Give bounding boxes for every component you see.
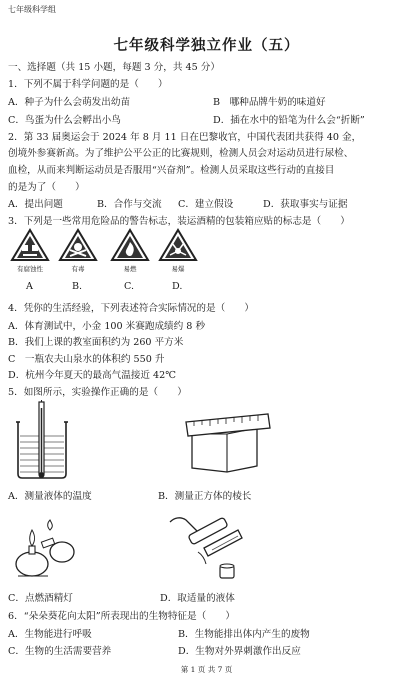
section-heading: 一、选择题（共 15 小题，每题 3 分，共 45 分） <box>8 62 220 73</box>
q1-option-b: B 哪种品牌牛奶的味道好 <box>213 97 326 108</box>
sign-label-toxic: 有毒 <box>71 265 85 273</box>
q4-stem: 4．凭你的生活经验，下列表述符合实际情况的是（ ） <box>8 303 254 314</box>
q5-option-b: B．测量正方体的棱长 <box>158 491 252 502</box>
q1-option-c: C．鸟蛋为什么会孵出小鸟 <box>8 115 121 126</box>
q6-option-c: C．生物的生活需要营养 <box>8 646 112 657</box>
beaker-thermometer-figure <box>12 400 72 480</box>
q4-option-c: C 一瓶农夫山泉水的体积约 550 升 <box>8 354 165 365</box>
q1-stem: 1．下列不属于科学问题的是（ ） <box>8 79 168 90</box>
q5-option-c: C．点燃酒精灯 <box>8 593 73 604</box>
q6-option-b: B．生物能排出体内产生的废物 <box>178 629 310 640</box>
q1-option-a: A．种子为什么会萌发出幼苗 <box>8 97 131 108</box>
sign-label-corrosive: 有腐蚀性 <box>17 265 43 273</box>
q4-option-a: A．体育测试中，小金 100 米赛跑成绩约 8 秒 <box>8 321 206 332</box>
q5-option-a: A．测量液体的温度 <box>8 491 92 502</box>
q5-option-d: D．取适量的液体 <box>160 593 235 604</box>
q2-line4: 的是为了（ ） <box>8 182 85 193</box>
q4-option-d: D．杭州今年夏天的最高气温接近 42℃ <box>8 370 176 381</box>
q2-line2: 创境外参赛新高。为了维护公平公正的比赛规则，检测人员会对运动员进行尿检、 <box>8 148 354 159</box>
ruler-cube-figure <box>182 404 282 474</box>
q2-line3: 血检，从而来判断运动员是否服用“兴奋剂”。检测人员采取这些行动的直接目 <box>8 165 335 176</box>
page-footer: 第 1 页 共 7 页 <box>180 665 233 674</box>
alcohol-lamp-figure <box>8 516 88 580</box>
q3-letter-d: D. <box>172 281 183 292</box>
q1-option-d: D．插在水中的铅笔为什么会“折断” <box>213 115 365 126</box>
q2-option-d: D．获取事实与证据 <box>263 199 348 210</box>
explosive-sign-icon <box>158 228 198 262</box>
page-title: 七年级科学独立作业（五） <box>113 37 300 54</box>
q2-option-b: B．合作与交流 <box>97 199 162 210</box>
corrosive-sign-icon <box>10 228 50 262</box>
q2-option-a: A．提出问题 <box>8 199 63 210</box>
sign-label-explosive: 易爆 <box>171 265 185 273</box>
pouring-liquid-figure <box>160 512 250 582</box>
q2-line1: 2．第 33 届奥运会于 2024 年 8 月 11 日在巴黎收官，中国代表团共获得 40 金， <box>8 132 362 143</box>
q4-option-b: B．我们上课的教室面积约为 260 平方米 <box>8 337 184 348</box>
q6-stem: 6．“朵朵葵花向太阳”所表现出的生物特征是（ ） <box>8 611 235 622</box>
q3-letter-a: A <box>26 281 33 292</box>
toxic-sign-icon <box>58 228 98 262</box>
header-group: 七年级科学组 <box>8 5 56 14</box>
q5-stem: 5．如图所示，实验操作正确的是（ ） <box>8 387 187 398</box>
sign-label-flammable: 易燃 <box>123 265 137 273</box>
flammable-sign-icon <box>110 228 150 262</box>
q6-option-d: D．生物对外界刺激作出反应 <box>178 646 301 657</box>
q3-letter-c: C. <box>124 281 135 292</box>
q6-option-a: A．生物能进行呼吸 <box>8 629 92 640</box>
q2-option-c: C．建立假设 <box>178 199 234 210</box>
q3-stem: 3．下列是一些常用危险品的警告标志，装运酒精的包装箱应贴的标志是（ ） <box>8 216 350 227</box>
q3-letter-b: B. <box>72 281 83 292</box>
